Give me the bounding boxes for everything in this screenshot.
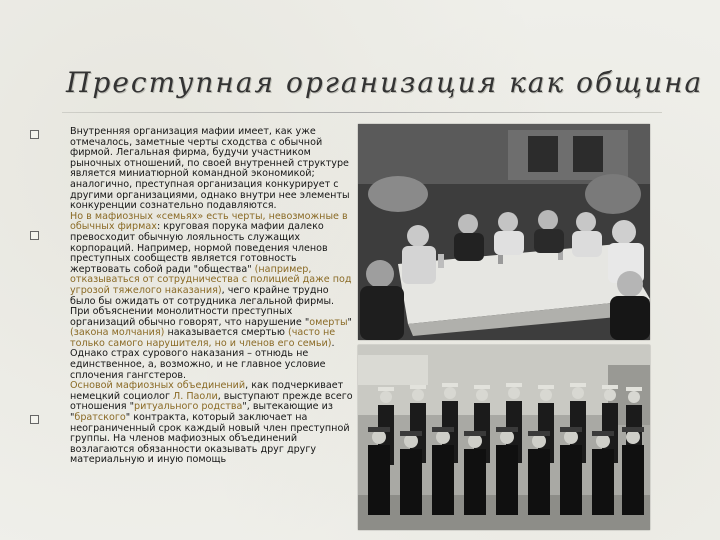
paragraph-text: наказывается смертью <box>164 327 288 339</box>
highlight-text: (например, отказываться от сотрудничества с полицией даже под угрозой тяжелого наказания) <box>70 263 352 296</box>
highlight-text: ритуального родства <box>134 401 243 413</box>
paragraph-text: " <box>347 316 352 328</box>
title-divider <box>62 112 662 113</box>
highlight-text: омерты <box>309 316 348 328</box>
highlight-text: (часто не только самого нарушителя, но и членов его семьи) <box>70 327 336 349</box>
photo-gangster-group <box>358 345 650 530</box>
paragraph-text: , чего крайне трудно было бы ожидать от сотрудника легальной фирмы. При объяснении монолитности преступных организаций обычно говорят, что нарушение " <box>70 284 335 328</box>
highlight-text: Л. Паоли <box>173 390 218 402</box>
highlight-text: Но в мафиозных «семьях» есть черты, невозможные в обычных фирмах <box>70 210 348 233</box>
body-text <box>70 127 354 466</box>
paragraph-2 <box>70 212 354 382</box>
paragraph-3 <box>70 381 354 466</box>
paragraph-text: ", вытекающие из " <box>70 401 333 424</box>
paragraph-text: : круговая порука мафии далеко превосходит обычную лояльность служащих корпораций. Например, нормой поведения членов преступных сообществ является готовность жертвовать собой ради "общества" <box>70 221 328 275</box>
square-bullet-icon <box>30 130 39 139</box>
highlight-text: братского <box>74 412 126 424</box>
photo-mafia-meeting <box>358 124 650 340</box>
paragraph-text: " контракта, который заключает на неограниченный срок каждый новый член преступной группы. На членов мафиозных объединений возлагаются обязанности оказывать друг другу материальную и иную помощь <box>70 412 350 466</box>
slide-title: Преступная организация как община <box>66 66 704 99</box>
paragraph-text: , выступают прежде всего отношения " <box>70 390 353 413</box>
highlight-text: Основой мафиозных объединений <box>70 380 246 392</box>
square-bullet-icon <box>30 415 39 424</box>
paragraph-text: , как подчеркивает немецкий социолог <box>70 380 344 402</box>
paragraph-1-text: Внутренняя организация мафии имеет, как уже отмечалось, заметные черты сходства с обычной фирмой. Легальная фирма, будучи участником рыночных отношений, по своей внутренней структуре является миниатюрной командной экономикой; аналогично, преступная организация конкурирует с другими организациями, однако внутри нее элементы конкуренции сознательно подавляются. <box>70 126 350 212</box>
highlight-text: (закона молчания) <box>70 327 165 339</box>
paragraph-text: . Однако страх сурового наказания – отнюдь не единственное, а, возможно, и не главное условие сплочения гангстеров. <box>70 337 335 381</box>
square-bullet-icon <box>30 231 39 240</box>
paragraph-1 <box>70 127 354 212</box>
